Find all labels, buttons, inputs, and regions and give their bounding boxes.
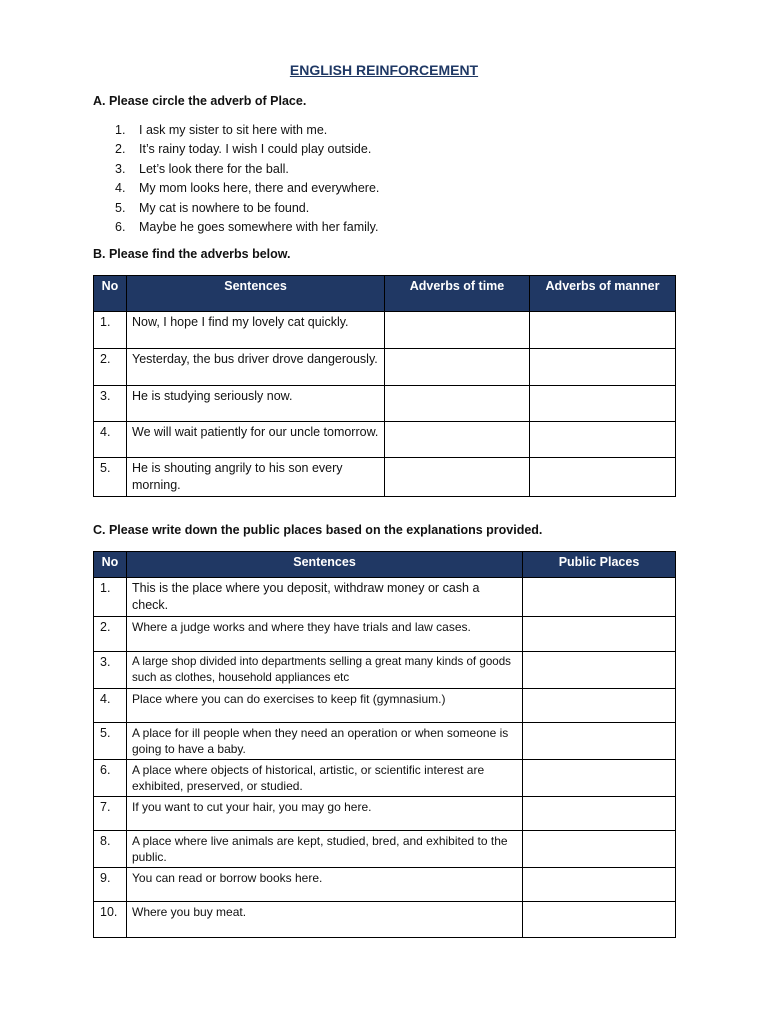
public-places-table — [93, 551, 676, 938]
table-row — [94, 652, 676, 689]
row-number: 10. — [94, 902, 127, 938]
list-item-number: 5. — [115, 200, 126, 215]
row-sentence: Place where you can do exercises to keep fit (gymnasium.) — [127, 689, 523, 723]
list-item — [115, 160, 379, 179]
row-number: 1. — [94, 578, 127, 617]
adverb-of-manner-field[interactable] — [530, 312, 676, 349]
row-number: 7. — [94, 797, 127, 831]
row-sentence: He is shouting angrily to his son every morning. — [127, 458, 385, 497]
row-sentence: A place for ill people when they need an operation or when someone is going to have a baby. — [127, 723, 523, 760]
row-number: 3. — [94, 652, 127, 689]
adverb-of-time-field[interactable] — [385, 386, 530, 422]
row-sentence: Now, I hope I find my lovely cat quickly. — [127, 312, 385, 349]
adverb-of-time-field[interactable] — [385, 312, 530, 349]
table-row — [94, 868, 676, 902]
row-sentence: We will wait patiently for our uncle tomorrow. — [127, 422, 385, 458]
row-sentence: A large shop divided into departments selling a great many kinds of goods such as clothes, household appliances etc — [127, 652, 523, 689]
list-item-number: 4. — [115, 181, 126, 196]
table-row — [94, 902, 676, 938]
adverb-of-place-list — [115, 121, 379, 237]
header-sentences: Sentences — [127, 552, 523, 578]
list-item-text: It’s rainy today. I wish I could play outside. — [139, 142, 372, 157]
row-number: 5. — [94, 458, 127, 497]
list-item — [115, 199, 379, 218]
row-sentence: Yesterday, the bus driver drove dangerously. — [127, 349, 385, 386]
table-row — [94, 617, 676, 652]
adverb-of-time-field[interactable] — [385, 458, 530, 497]
public-place-field[interactable] — [523, 760, 676, 797]
row-sentence: He is studying seriously now. — [127, 386, 385, 422]
table-header-row — [94, 276, 676, 312]
list-item-number: 1. — [115, 123, 126, 137]
public-place-field[interactable] — [523, 723, 676, 760]
section-c-heading: C. Please write down the public places based on the explanations provided. — [93, 523, 543, 537]
public-place-field[interactable] — [523, 578, 676, 617]
adverb-of-manner-field[interactable] — [530, 386, 676, 422]
list-item-text: My mom looks here, there and everywhere. — [139, 181, 380, 196]
header-adverbs-of-time: Adverbs of time — [385, 276, 530, 312]
table-row — [94, 797, 676, 831]
adverb-of-time-field[interactable] — [385, 422, 530, 458]
header-no: No — [94, 276, 127, 312]
row-sentence: A place where objects of historical, artistic, or scientific interest are exhibited, preserved, or studied. — [127, 760, 523, 797]
adverb-of-manner-field[interactable] — [530, 349, 676, 386]
table-row — [94, 831, 676, 868]
adverbs-table — [93, 275, 676, 497]
public-place-field[interactable] — [523, 868, 676, 902]
list-item-text: My cat is nowhere to be found. — [139, 200, 310, 215]
list-item — [115, 218, 379, 237]
table-row — [94, 578, 676, 617]
list-item — [115, 179, 379, 198]
table-row — [94, 689, 676, 723]
table-row — [94, 458, 676, 497]
row-number: 1. — [94, 312, 127, 349]
page-title: ENGLISH REINFORCEMENT — [289, 62, 479, 78]
public-place-field[interactable] — [523, 689, 676, 723]
public-place-field[interactable] — [523, 902, 676, 938]
table-row — [94, 349, 676, 386]
row-number: 4. — [94, 689, 127, 723]
row-number: 8. — [94, 831, 127, 868]
header-public-places: Public Places — [523, 552, 676, 578]
adverb-of-manner-field[interactable] — [530, 458, 676, 497]
row-sentence: You can read or borrow books here. — [127, 868, 523, 902]
table-row — [94, 312, 676, 349]
section-b-heading: B. Please find the adverbs below. — [93, 247, 291, 261]
table-row — [94, 386, 676, 422]
table-header-row — [94, 552, 676, 578]
row-number: 4. — [94, 422, 127, 458]
row-number: 3. — [94, 386, 127, 422]
table-row — [94, 760, 676, 797]
public-place-field[interactable] — [523, 831, 676, 868]
adverb-of-time-field[interactable] — [385, 349, 530, 386]
row-sentence: This is the place where you deposit, withdraw money or cash a check. — [127, 578, 523, 617]
header-sentences: Sentences — [127, 276, 385, 312]
row-number: 6. — [94, 760, 127, 797]
row-sentence: Where a judge works and where they have trials and law cases. — [127, 617, 523, 652]
table-row — [94, 422, 676, 458]
list-item-text: Let’s look there for the ball. — [139, 161, 289, 176]
row-number: 5. — [94, 723, 127, 760]
list-item — [115, 140, 379, 159]
row-sentence: Where you buy meat. — [127, 902, 523, 938]
list-item-number: 3. — [115, 161, 126, 176]
table-row — [94, 723, 676, 760]
row-number: 2. — [94, 617, 127, 652]
list-item-number: 2. — [115, 142, 126, 157]
row-number: 9. — [94, 868, 127, 902]
list-item-text: Maybe he goes somewhere with her family. — [139, 219, 379, 234]
header-adverbs-of-manner: Adverbs of manner — [530, 276, 676, 312]
row-sentence: A place where live animals are kept, studied, bred, and exhibited to the public. — [127, 831, 523, 868]
list-item-number: 6. — [115, 219, 126, 234]
row-number: 2. — [94, 349, 127, 386]
header-no: No — [94, 552, 127, 578]
public-place-field[interactable] — [523, 797, 676, 831]
row-sentence: If you want to cut your hair, you may go here. — [127, 797, 523, 831]
adverb-of-manner-field[interactable] — [530, 422, 676, 458]
public-place-field[interactable] — [523, 617, 676, 652]
list-item-text: I ask my sister to sit here with me. — [139, 123, 328, 137]
list-item — [115, 121, 379, 140]
section-a-heading: A. Please circle the adverb of Place. — [93, 94, 307, 108]
public-place-field[interactable] — [523, 652, 676, 689]
